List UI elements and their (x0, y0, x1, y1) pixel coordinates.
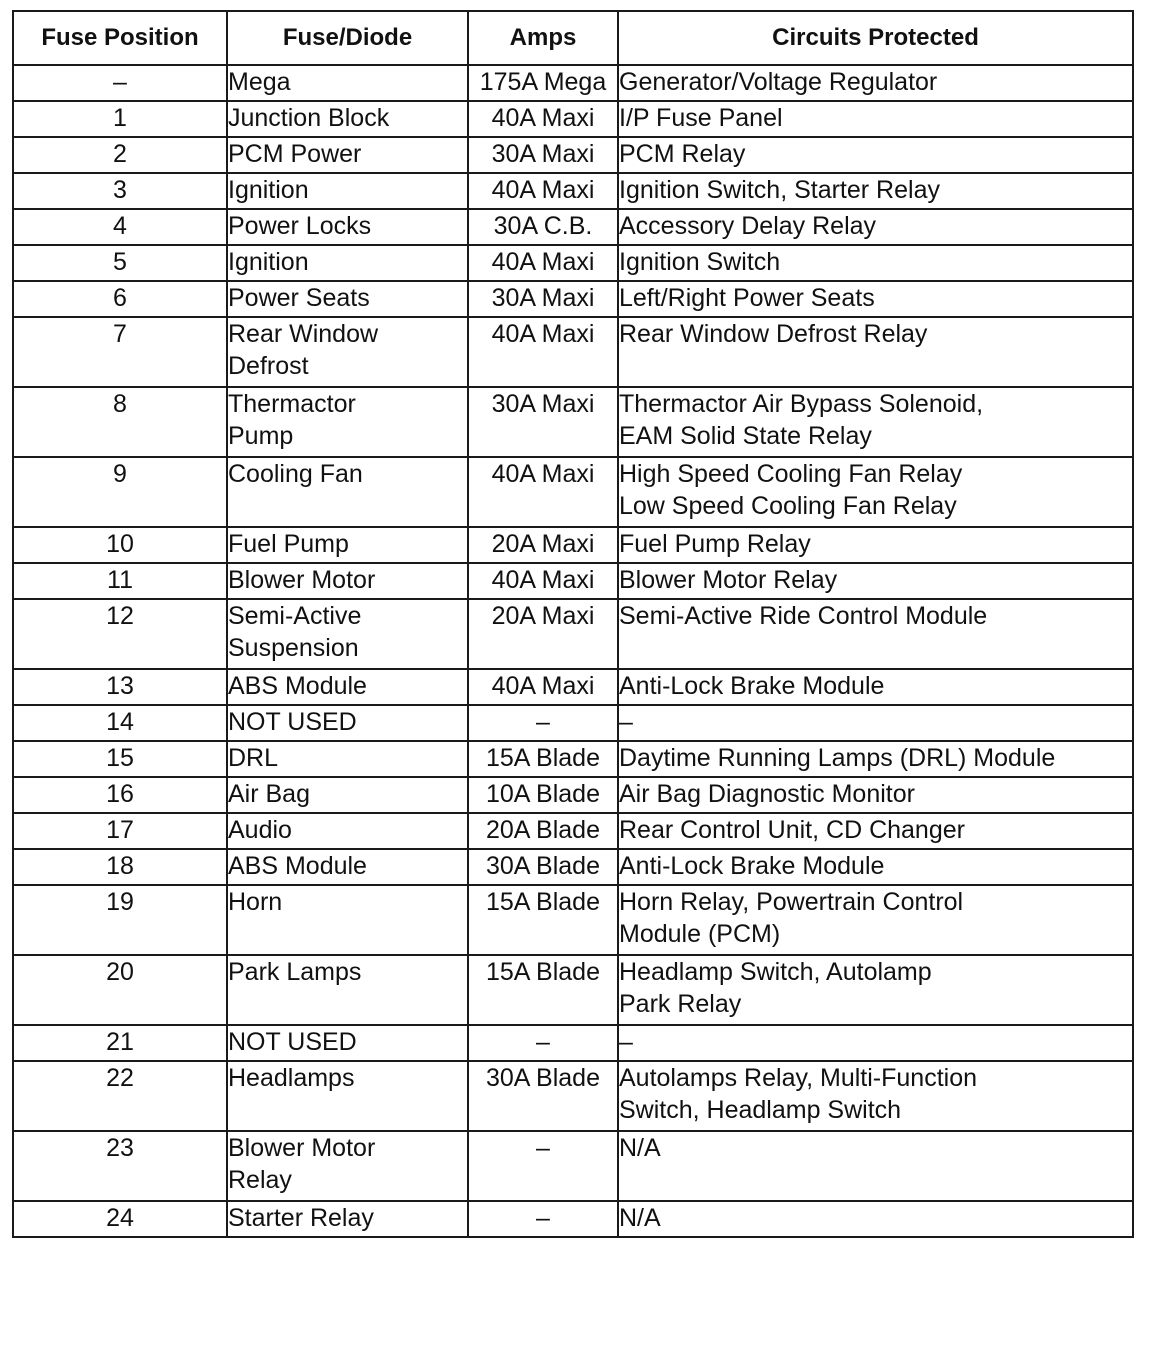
amps-cell: 40A Maxi (468, 317, 618, 387)
fuse-name-cell (227, 1025, 468, 1061)
circuits-cell: Ignition Switch, Starter Relay (618, 173, 1133, 209)
fuse-position-cell: 16 (13, 777, 227, 813)
fuse-name-text: ABS Module (228, 852, 367, 880)
fuse-position-cell: 18 (13, 849, 227, 885)
amps-cell: 40A Maxi (468, 669, 618, 705)
fuse-name-text: Ignition (228, 248, 309, 276)
table-row (13, 1025, 1133, 1061)
header-amps: Amps (468, 11, 618, 65)
fuse-position-cell: 19 (13, 885, 227, 955)
table-row (13, 563, 1133, 599)
table-row (13, 955, 1133, 1025)
circuits-cell: N/A (618, 1131, 1133, 1201)
header-row (13, 11, 1133, 65)
fuse-position-cell: 22 (13, 1061, 227, 1131)
fuse-name-text: Thermactor Pump (228, 390, 356, 450)
circuits-cell: Anti-Lock Brake Module (618, 669, 1133, 705)
table-row (13, 599, 1133, 669)
fuse-name-text: Semi-Active Suspension (228, 602, 362, 662)
table-row (13, 281, 1133, 317)
circuits-cell: Blower Motor Relay (618, 563, 1133, 599)
fuse-name-text: Power Locks (228, 212, 372, 240)
fuse-name-text: Power Seats (228, 284, 370, 312)
fuse-table (12, 10, 1134, 1238)
amps-cell: 30A Maxi (468, 281, 618, 317)
table-row (13, 101, 1133, 137)
fuse-name-cell (227, 65, 468, 101)
table-row (13, 885, 1133, 955)
fuse-position-cell: 21 (13, 1025, 227, 1061)
amps-cell: 175A Mega (468, 65, 618, 101)
fuse-name-cell (227, 1061, 468, 1131)
header-circuits-protected: Circuits Protected (618, 11, 1133, 65)
circuits-cell: Autolamps Relay, Multi-Function Switch, Headlamp Switch (618, 1061, 1133, 1131)
amps-cell: 30A C.B. (468, 209, 618, 245)
fuse-position-cell: 13 (13, 669, 227, 705)
fuse-name-cell (227, 741, 468, 777)
fuse-name-text: NOT USED (228, 708, 357, 736)
amps-cell: 40A Maxi (468, 245, 618, 281)
fuse-name-cell (227, 1131, 468, 1201)
fuse-name-cell (227, 599, 468, 669)
fuse-position-cell: 2 (13, 137, 227, 173)
fuse-position-cell: 5 (13, 245, 227, 281)
fuse-name-cell (227, 387, 468, 457)
fuse-name-text: Audio (228, 816, 292, 844)
fuse-position-cell: 15 (13, 741, 227, 777)
fuse-position-cell: 10 (13, 527, 227, 563)
fuse-name-text: Cooling Fan (228, 460, 363, 488)
circuits-cell: Rear Window Defrost Relay (618, 317, 1133, 387)
fuse-position-cell: 3 (13, 173, 227, 209)
fuse-name-cell (227, 1201, 468, 1237)
amps-cell: 30A Maxi (468, 387, 618, 457)
circuits-cell: I/P Fuse Panel (618, 101, 1133, 137)
fuse-name-text: NOT USED (228, 1028, 357, 1056)
fuse-position-cell: 4 (13, 209, 227, 245)
fuse-name-text: Park Lamps (228, 958, 362, 986)
circuits-cell: Rear Control Unit, CD Changer (618, 813, 1133, 849)
circuits-cell: Anti-Lock Brake Module (618, 849, 1133, 885)
amps-cell: 10A Blade (468, 777, 618, 813)
amps-cell: 20A Blade (468, 813, 618, 849)
amps-cell: 30A Blade (468, 1061, 618, 1131)
amps-cell: 30A Maxi (468, 137, 618, 173)
fuse-name-cell (227, 563, 468, 599)
amps-cell: – (468, 705, 618, 741)
fuse-position-cell: 6 (13, 281, 227, 317)
circuits-cell: Headlamp Switch, Autolamp Park Relay (618, 955, 1133, 1025)
fuse-name-cell (227, 209, 468, 245)
fuse-position-cell: 11 (13, 563, 227, 599)
fuse-name-text: DRL (228, 744, 279, 772)
amps-cell: 40A Maxi (468, 101, 618, 137)
fuse-name-cell (227, 885, 468, 955)
circuits-cell: Left/Right Power Seats (618, 281, 1133, 317)
amps-cell: – (468, 1201, 618, 1237)
amps-cell: 30A Blade (468, 849, 618, 885)
fuse-name-text: Ignition (228, 176, 309, 204)
amps-cell: 40A Maxi (468, 563, 618, 599)
fuse-name-text: Horn (228, 888, 283, 916)
circuits-cell: Semi-Active Ride Control Module (618, 599, 1133, 669)
fuse-name-text: Starter Relay (228, 1204, 374, 1232)
amps-cell: 20A Maxi (468, 599, 618, 669)
fuse-name-cell (227, 173, 468, 209)
amps-cell: – (468, 1131, 618, 1201)
fuse-position-cell: 14 (13, 705, 227, 741)
circuits-cell: High Speed Cooling Fan Relay Low Speed Cooling Fan Relay (618, 457, 1133, 527)
circuits-cell: – (618, 1025, 1133, 1061)
amps-cell: – (468, 1025, 618, 1061)
amps-cell: 20A Maxi (468, 527, 618, 563)
table-row (13, 1061, 1133, 1131)
fuse-position-cell: 17 (13, 813, 227, 849)
fuse-name-text: Junction Block (228, 104, 390, 132)
fuse-position-cell: 23 (13, 1131, 227, 1201)
table-row (13, 777, 1133, 813)
table-row (13, 387, 1133, 457)
amps-cell: 15A Blade (468, 955, 618, 1025)
fuse-position-cell: 8 (13, 387, 227, 457)
table-row (13, 849, 1133, 885)
fuse-position-cell: 12 (13, 599, 227, 669)
table-row (13, 173, 1133, 209)
table-row (13, 1131, 1133, 1201)
fuse-name-cell (227, 245, 468, 281)
amps-cell: 15A Blade (468, 885, 618, 955)
fuse-position-cell: 20 (13, 955, 227, 1025)
fuse-name-cell (227, 317, 468, 387)
fuse-name-text: Air Bag (228, 780, 310, 808)
fuse-name-cell (227, 777, 468, 813)
header-fuse-position: Fuse Position (13, 11, 227, 65)
table-row (13, 209, 1133, 245)
fuse-name-text: Headlamps (228, 1064, 355, 1092)
fuse-name-cell (227, 527, 468, 563)
fuse-name-cell (227, 955, 468, 1025)
table-row (13, 457, 1133, 527)
fuse-position-cell: 1 (13, 101, 227, 137)
fuse-name-text: Blower Motor Relay (228, 1134, 376, 1194)
fuse-name-cell (227, 849, 468, 885)
circuits-cell: Thermactor Air Bypass Solenoid, EAM Solid State Relay (618, 387, 1133, 457)
fuse-name-cell (227, 101, 468, 137)
table-row (13, 741, 1133, 777)
header-fuse-diode: Fuse/Diode (227, 11, 468, 65)
table-row (13, 705, 1133, 741)
fuse-name-text: Mega (228, 68, 291, 96)
table-row (13, 65, 1133, 101)
fuse-name-cell (227, 457, 468, 527)
table-row (13, 317, 1133, 387)
table-row (13, 669, 1133, 705)
amps-cell: 15A Blade (468, 741, 618, 777)
table-row (13, 245, 1133, 281)
fuse-name-cell (227, 137, 468, 173)
fuse-position-cell: 9 (13, 457, 227, 527)
fuse-name-text: Fuel Pump (228, 530, 349, 558)
table-row (13, 137, 1133, 173)
fuse-name-text: Blower Motor (228, 566, 376, 594)
circuits-cell: PCM Relay (618, 137, 1133, 173)
fuse-name-text: Rear Window Defrost (228, 320, 379, 380)
fuse-name-text: PCM Power (228, 140, 362, 168)
fuse-position-cell: 24 (13, 1201, 227, 1237)
fuse-name-cell (227, 705, 468, 741)
circuits-cell: – (618, 705, 1133, 741)
circuits-cell: Air Bag Diagnostic Monitor (618, 777, 1133, 813)
circuits-cell: Generator/Voltage Regulator (618, 65, 1133, 101)
circuits-cell: Daytime Running Lamps (DRL) Module (618, 741, 1133, 777)
fuse-name-text: ABS Module (228, 672, 367, 700)
fuse-position-cell: 7 (13, 317, 227, 387)
fuse-name-cell (227, 281, 468, 317)
table-row (13, 527, 1133, 563)
table-body (13, 65, 1133, 1237)
fuse-name-cell (227, 813, 468, 849)
fuse-name-cell (227, 669, 468, 705)
circuits-cell: Horn Relay, Powertrain Control Module (PCM) (618, 885, 1133, 955)
amps-cell: 40A Maxi (468, 173, 618, 209)
fuse-position-cell: – (13, 65, 227, 101)
table-row (13, 1201, 1133, 1237)
circuits-cell: Fuel Pump Relay (618, 527, 1133, 563)
circuits-cell: N/A (618, 1201, 1133, 1237)
circuits-cell: Ignition Switch (618, 245, 1133, 281)
circuits-cell: Accessory Delay Relay (618, 209, 1133, 245)
table-row (13, 813, 1133, 849)
amps-cell: 40A Maxi (468, 457, 618, 527)
